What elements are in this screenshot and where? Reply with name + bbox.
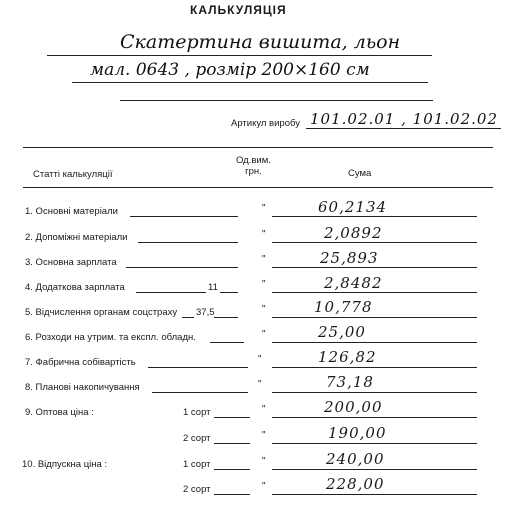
row-label: 2. Допоміжні матеріали	[25, 232, 128, 243]
header-bottom-rule	[23, 187, 493, 188]
row-blank-2	[214, 317, 238, 318]
row-label: 1. Основні матеріали	[25, 206, 118, 217]
row-blank	[214, 494, 250, 495]
row-quote: "	[258, 354, 262, 365]
row-grade: 1 сорт	[183, 459, 211, 470]
row-value-line	[272, 392, 477, 393]
row-grade: 1 сорт	[183, 407, 211, 418]
row-value-line	[272, 342, 477, 343]
row-value-line	[272, 417, 477, 418]
row-value: 2,8482	[324, 274, 383, 292]
row-label: 6. Розходи на утрим. та експл. обладн.	[25, 332, 196, 343]
row-blank	[138, 242, 238, 243]
row-value: 240,00	[326, 450, 385, 468]
row-blank	[130, 216, 238, 217]
row-blank	[136, 292, 206, 293]
row-label: 9. Оптова ціна :	[25, 407, 94, 418]
row-grade: 2 сорт	[183, 433, 211, 444]
row-label: 7. Фабрична собівартість	[25, 357, 136, 368]
row-rate: 11	[208, 282, 218, 293]
row-value-line	[272, 367, 477, 368]
header-sum: Сума	[348, 168, 372, 179]
row-value: 73,18	[326, 373, 374, 391]
product-underline-2	[72, 82, 428, 83]
row-quote: "	[262, 404, 266, 415]
row-quote: "	[262, 254, 266, 265]
row-value-line	[272, 292, 477, 293]
row-quote: "	[258, 379, 262, 390]
row-quote: "	[262, 456, 266, 467]
document-title: КАЛЬКУЛЯЦІЯ	[190, 3, 287, 17]
row-value-line	[272, 443, 477, 444]
row-value-line	[272, 242, 477, 243]
article-value: 101.02.01 , 101.02.02	[310, 110, 498, 128]
row-blank-2	[220, 292, 238, 293]
row-blank	[214, 443, 250, 444]
row-value: 10,778	[314, 298, 373, 316]
row-value: 228,00	[326, 475, 385, 493]
row-value: 190,00	[328, 424, 387, 442]
row-blank	[182, 317, 194, 318]
row-blank	[126, 267, 238, 268]
row-value: 25,893	[320, 249, 379, 267]
product-name-line2: мал. 0643 , розмір 200×160 см	[90, 60, 370, 80]
row-grade: 2 сорт	[183, 484, 211, 495]
row-blank	[152, 392, 248, 393]
row-value-line	[272, 317, 477, 318]
header-items: Статті калькуляції	[33, 169, 113, 180]
row-blank	[148, 367, 248, 368]
row-blank	[210, 342, 244, 343]
row-quote: "	[262, 229, 266, 240]
row-blank	[214, 417, 250, 418]
row-quote: "	[262, 304, 266, 315]
product-underline-1	[47, 55, 432, 56]
row-value: 2,0892	[324, 224, 383, 242]
row-value: 126,82	[318, 348, 377, 366]
row-quote: "	[262, 430, 266, 441]
header-unit: Од.вим. грн.	[236, 155, 271, 177]
product-underline-3	[120, 100, 433, 101]
row-value-line	[272, 267, 477, 268]
row-label: 10. Відпускна ціна :	[22, 459, 108, 470]
row-value-line	[272, 469, 477, 470]
row-quote: "	[262, 329, 266, 340]
article-label: Артикул виробу	[231, 118, 300, 129]
row-value: 60,2134	[318, 198, 388, 216]
header-top-rule	[23, 147, 493, 148]
row-rate: 37,5	[196, 307, 215, 318]
row-blank	[214, 469, 250, 470]
article-underline	[306, 128, 501, 129]
row-label: 3. Основна зарплата	[25, 257, 117, 268]
row-label: 5. Відчислення органам соцстраху	[25, 307, 178, 318]
row-quote: "	[262, 279, 266, 290]
product-name-line1: Скатертина вишита, льон	[120, 31, 401, 53]
row-quote: "	[262, 481, 266, 492]
row-value-line	[272, 494, 477, 495]
row-value: 25,00	[318, 323, 366, 341]
row-quote: "	[262, 203, 266, 214]
row-value: 200,00	[324, 398, 383, 416]
row-label: 8. Планові накопичування	[25, 382, 140, 393]
row-value-line	[272, 216, 477, 217]
row-label: 4. Додаткова зарплата	[25, 282, 125, 293]
